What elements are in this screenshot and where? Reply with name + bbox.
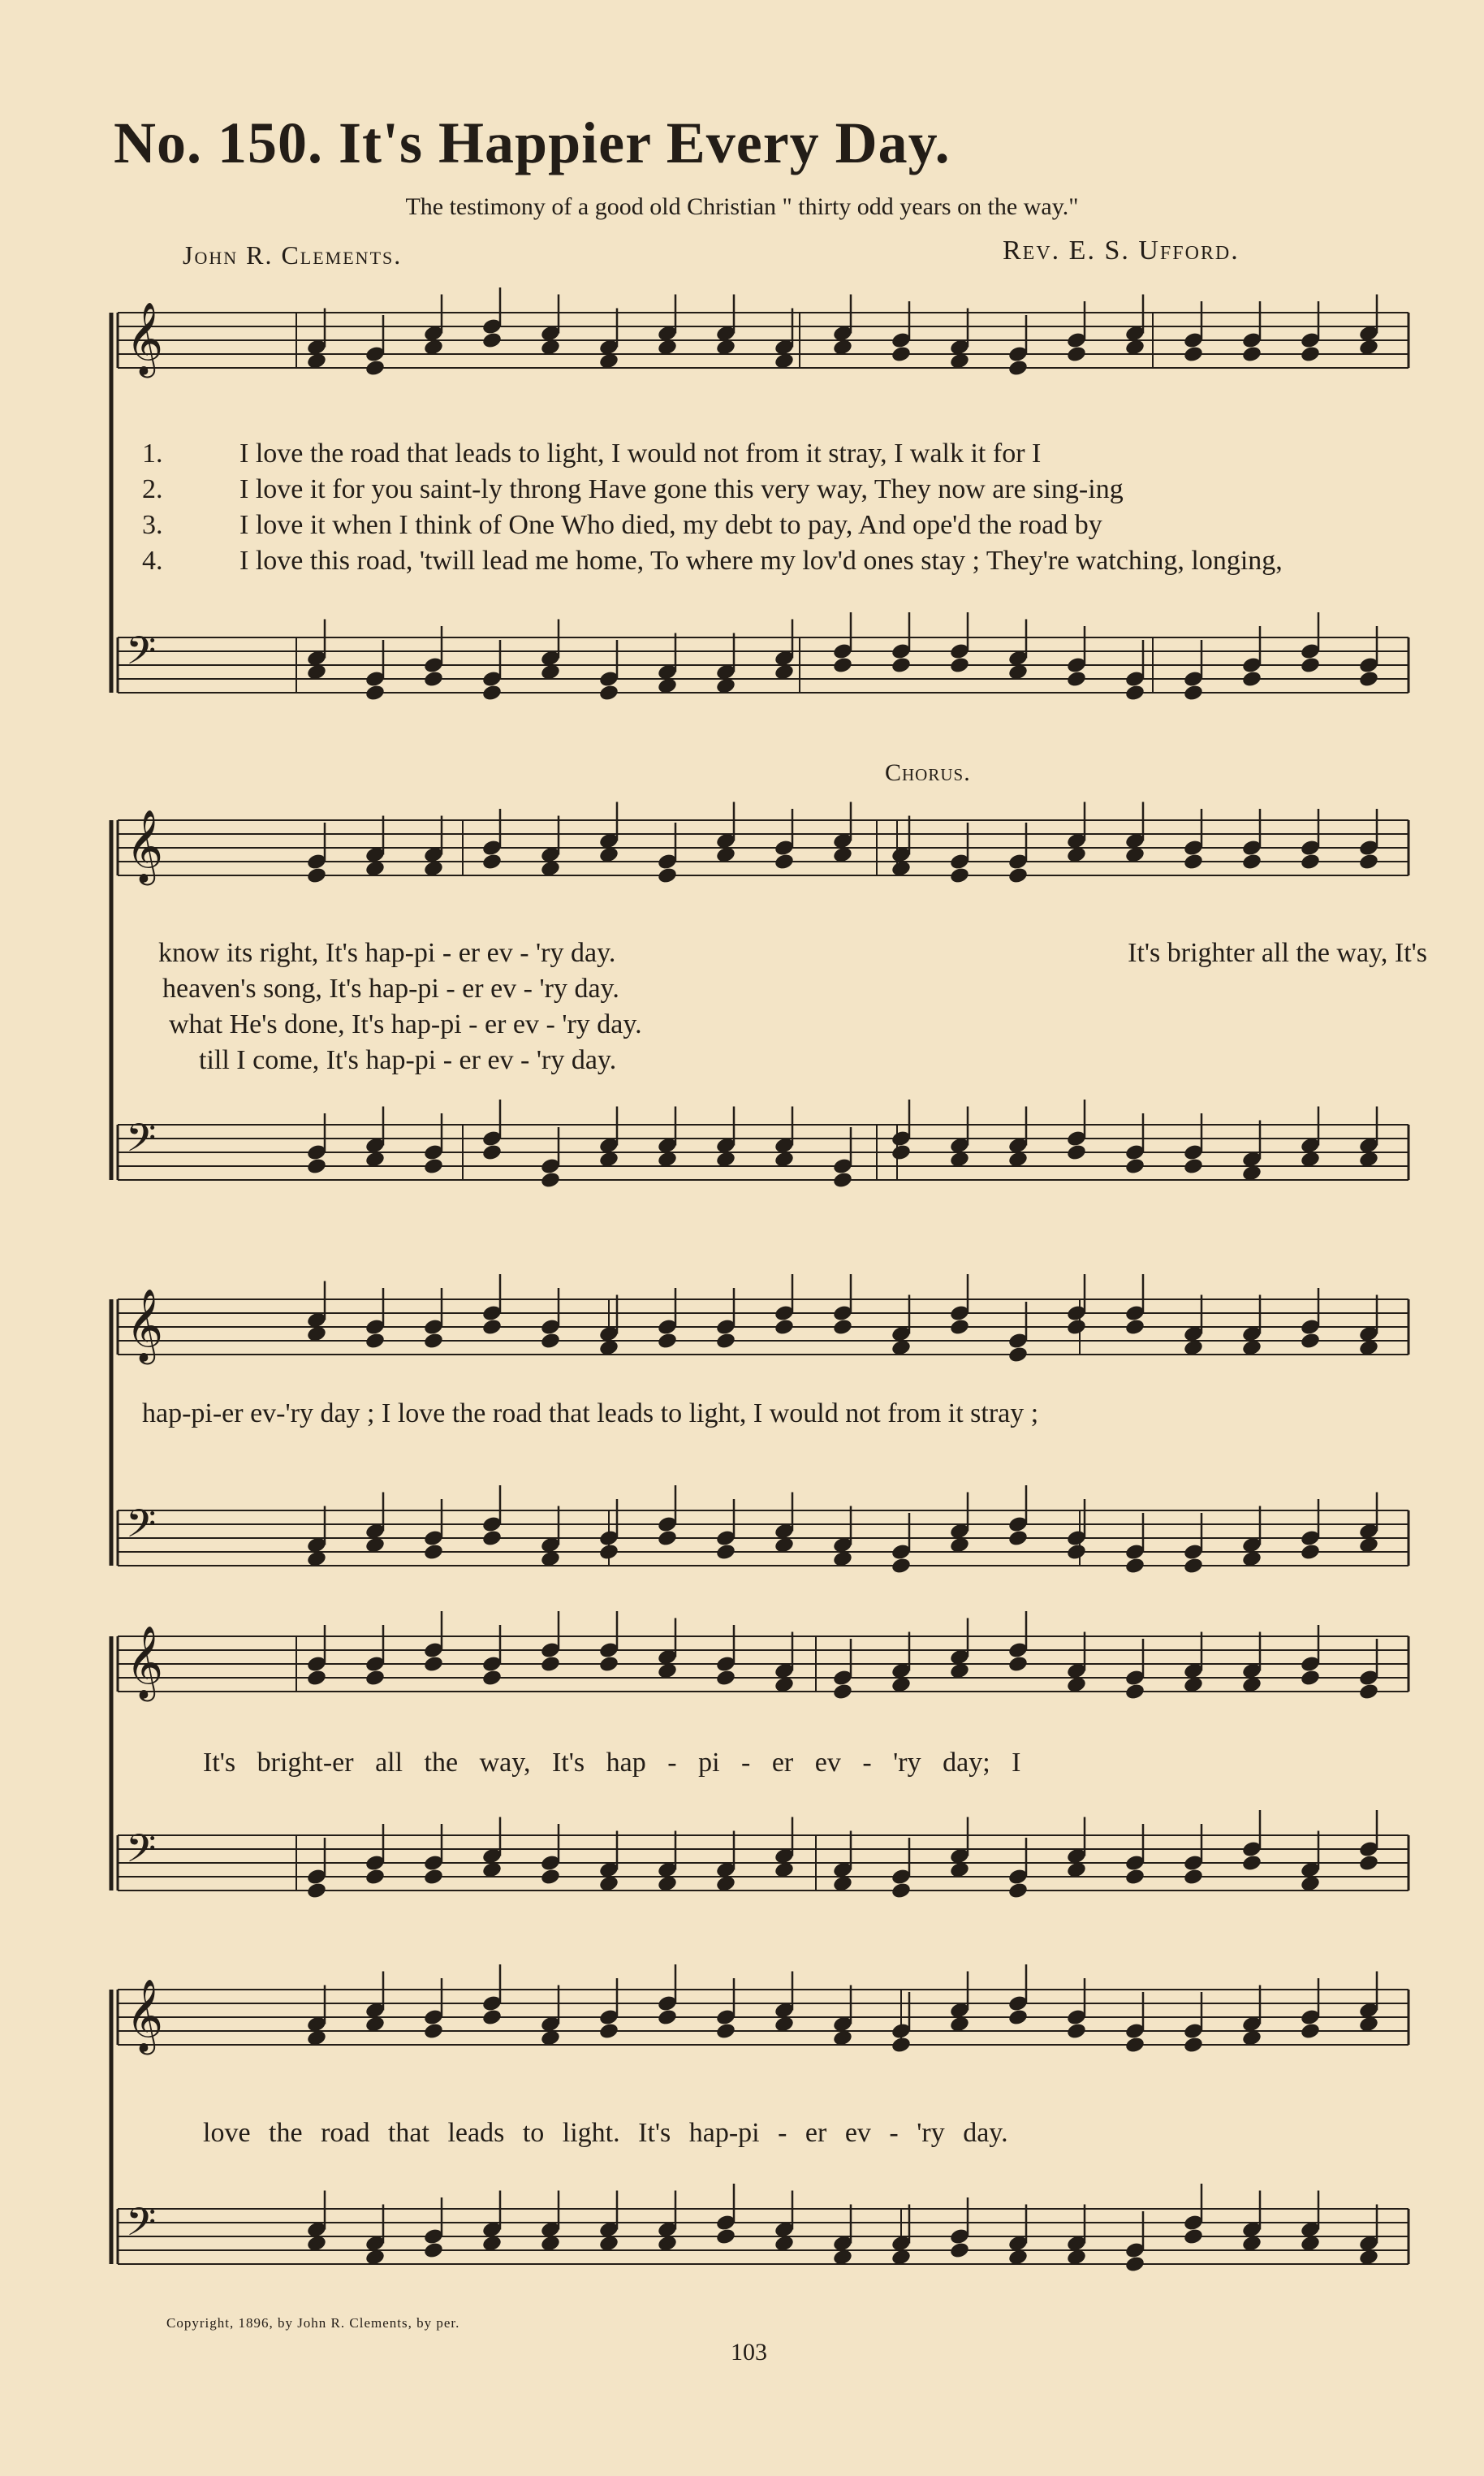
lyric-system-5: love the road that leads to light. It's hap-pi - er ev - 'ry day. bbox=[203, 2118, 1008, 2148]
bass-3-note bbox=[1300, 1543, 1321, 1562]
treble-2-note bbox=[1183, 853, 1204, 871]
bass-2-note bbox=[540, 1171, 561, 1190]
treble-3-note bbox=[1007, 1346, 1029, 1364]
bass-3-note bbox=[481, 1529, 503, 1548]
treble-clef-icon: 𝄞 bbox=[126, 1626, 164, 1699]
treble-4-note bbox=[540, 1655, 561, 1674]
treble-3-note bbox=[1066, 1318, 1087, 1337]
bass-5-note bbox=[1124, 2255, 1145, 2274]
bass-3-note bbox=[423, 1543, 444, 1562]
treble-4-note bbox=[306, 1669, 327, 1687]
bass-4-note bbox=[1124, 1868, 1145, 1886]
treble-4-note bbox=[715, 1669, 736, 1687]
hymn-subtitle: The testimony of a good old Christian " thirty odd years on the way." bbox=[405, 193, 1079, 220]
lyricist-credit: John R. Clements. bbox=[183, 240, 403, 270]
treble-3-note bbox=[1124, 1318, 1145, 1337]
bass-1-note bbox=[1358, 670, 1379, 689]
verse-1-line-2: know its right, It's hap-pi - er ev - 'ry day. bbox=[158, 938, 616, 968]
bass-2-note bbox=[891, 1143, 912, 1162]
lyric-system-3: hap-pi-er ev-'ry day ; I love the road that leads to light, I would not from it stray ; bbox=[142, 1398, 1039, 1428]
bass-2-note bbox=[832, 1171, 853, 1190]
treble-4-note bbox=[481, 1669, 503, 1687]
bass-3-note bbox=[1183, 1557, 1204, 1575]
bass-3-note bbox=[657, 1529, 678, 1548]
bass-4-note bbox=[1358, 1854, 1379, 1873]
bass-1-note bbox=[1124, 684, 1145, 702]
treble-clef-icon: 𝄞 bbox=[126, 810, 164, 883]
bass-4-note bbox=[306, 1882, 327, 1900]
bass-1-note bbox=[481, 684, 503, 702]
bass-2-note bbox=[481, 1143, 503, 1162]
composer-credit: Rev. E. S. Ufford. bbox=[1003, 236, 1240, 266]
treble-5-note bbox=[1300, 2022, 1321, 2041]
copyright-notice: Copyright, 1896, by John R. Clements, by per. bbox=[166, 2315, 460, 2331]
bass-1-note bbox=[1300, 656, 1321, 675]
treble-3-note bbox=[949, 1318, 970, 1337]
treble-4-note bbox=[365, 1669, 386, 1687]
treble-5-note bbox=[423, 2022, 444, 2041]
treble-3-note bbox=[1300, 1332, 1321, 1350]
bass-4-note bbox=[1183, 1868, 1204, 1886]
treble-5-note bbox=[1183, 2036, 1204, 2055]
treble-4-note bbox=[598, 1655, 619, 1674]
bass-3-note bbox=[891, 1557, 912, 1575]
bass-1-note bbox=[1066, 670, 1087, 689]
treble-clef-icon: 𝄞 bbox=[126, 1289, 164, 1362]
verse-3-line-1: 3. I love it when I think of One Who died, my debt to pay, And ope'd the road by bbox=[142, 510, 1102, 540]
bass-2-note bbox=[306, 1157, 327, 1176]
verse-4-line-1: 4. I love this road, 'twill lead me home, To where my lov'd ones stay ; They're watching, longing, bbox=[142, 546, 1283, 576]
treble-4-note bbox=[1007, 1655, 1029, 1674]
bass-4-note bbox=[1241, 1854, 1262, 1873]
bass-4-note bbox=[1007, 1882, 1029, 1900]
bass-4-note bbox=[423, 1868, 444, 1886]
treble-5-note bbox=[481, 2008, 503, 2027]
treble-3-note bbox=[423, 1332, 444, 1350]
bass-4-note bbox=[540, 1868, 561, 1886]
bass-1-note bbox=[365, 684, 386, 702]
verse-3-line-2: what He's done, It's hap-pi - er ev - 'ry day. bbox=[169, 1009, 642, 1039]
treble-clef-icon: 𝄞 bbox=[126, 302, 164, 375]
treble-3-note bbox=[774, 1318, 795, 1337]
treble-3-note bbox=[365, 1332, 386, 1350]
treble-4-note bbox=[1358, 1683, 1379, 1701]
page-number: 103 bbox=[731, 2339, 767, 2366]
treble-3-note bbox=[657, 1332, 678, 1350]
treble-1-note bbox=[1300, 345, 1321, 364]
treble-3-note bbox=[715, 1332, 736, 1350]
treble-3-note bbox=[481, 1318, 503, 1337]
treble-1-note bbox=[1183, 345, 1204, 364]
treble-2-note bbox=[774, 853, 795, 871]
bass-clef-icon: 𝄢 bbox=[126, 1115, 157, 1170]
bass-1-note bbox=[598, 684, 619, 702]
treble-5-note bbox=[1007, 2008, 1029, 2027]
verse-2-line-2: heaven's song, It's hap-pi - er ev - 'ry day. bbox=[162, 974, 619, 1004]
lyric-system-4: It's bright-er all the way, It's hap - pi - er ev - 'ry day; I bbox=[203, 1748, 1021, 1778]
verse-4-line-2: till I come, It's hap-pi - er ev - 'ry day. bbox=[199, 1045, 617, 1075]
treble-2-note bbox=[481, 853, 503, 871]
treble-4-note bbox=[1124, 1683, 1145, 1701]
chorus-label: Chorus. bbox=[885, 759, 971, 786]
treble-2-note bbox=[949, 866, 970, 885]
treble-1-note bbox=[1066, 345, 1087, 364]
bass-clef-icon: 𝄢 bbox=[126, 1501, 157, 1556]
bass-3-note bbox=[598, 1543, 619, 1562]
bass-4-note bbox=[891, 1882, 912, 1900]
treble-1-note bbox=[1241, 345, 1262, 364]
treble-2-note bbox=[306, 866, 327, 885]
treble-5-note bbox=[1066, 2022, 1087, 2041]
bass-2-note bbox=[1066, 1143, 1087, 1162]
treble-2-note bbox=[657, 866, 678, 885]
bass-1-note bbox=[423, 670, 444, 689]
treble-1-note bbox=[1007, 359, 1029, 378]
bass-5-note bbox=[423, 2241, 444, 2260]
treble-2-note bbox=[1007, 866, 1029, 885]
treble-3-note bbox=[832, 1318, 853, 1337]
bass-2-note bbox=[423, 1157, 444, 1176]
bass-clef-icon: 𝄢 bbox=[126, 2199, 157, 2254]
bass-1-note bbox=[891, 656, 912, 675]
bass-3-note bbox=[1007, 1529, 1029, 1548]
treble-5-note bbox=[715, 2022, 736, 2041]
treble-5-note bbox=[1124, 2036, 1145, 2055]
bass-1-note bbox=[1241, 670, 1262, 689]
bass-1-note bbox=[832, 656, 853, 675]
treble-5-note bbox=[598, 2022, 619, 2041]
bass-5-note bbox=[715, 2228, 736, 2246]
treble-5-note bbox=[891, 2036, 912, 2055]
treble-clef-icon: 𝄞 bbox=[126, 1979, 164, 2052]
bass-clef-icon: 𝄢 bbox=[126, 1826, 157, 1881]
bass-4-note bbox=[365, 1868, 386, 1886]
verse-1-line-1: 1. I love the road that leads to light, I would not from it stray, I walk it for I bbox=[142, 439, 1042, 469]
bass-3-note bbox=[1066, 1543, 1087, 1562]
bass-3-note bbox=[1124, 1557, 1145, 1575]
bass-2-note bbox=[1183, 1157, 1204, 1176]
treble-2-note bbox=[1358, 853, 1379, 871]
treble-4-note bbox=[423, 1655, 444, 1674]
chorus-lyric-line-1: It's brighter all the way, It's bbox=[1128, 938, 1427, 968]
bass-1-note bbox=[1183, 684, 1204, 702]
verse-2-line-1: 2. I love it for you saint-ly throng Have gone this very way, They now are sing-ing bbox=[142, 474, 1124, 504]
bass-clef-icon: 𝄢 bbox=[126, 628, 157, 683]
bass-5-note bbox=[949, 2241, 970, 2260]
bass-3-note bbox=[715, 1543, 736, 1562]
treble-2-note bbox=[1241, 853, 1262, 871]
hymn-title: No. 150. It's Happier Every Day. bbox=[114, 110, 951, 175]
treble-1-note bbox=[365, 359, 386, 378]
treble-1-note bbox=[481, 331, 503, 350]
bass-1-note bbox=[949, 656, 970, 675]
bass-2-note bbox=[1124, 1157, 1145, 1176]
treble-1-note bbox=[891, 345, 912, 364]
treble-2-note bbox=[1300, 853, 1321, 871]
treble-5-note bbox=[657, 2008, 678, 2027]
treble-4-note bbox=[1300, 1669, 1321, 1687]
treble-4-note bbox=[832, 1683, 853, 1701]
treble-3-note bbox=[540, 1332, 561, 1350]
bass-5-note bbox=[1183, 2228, 1204, 2246]
